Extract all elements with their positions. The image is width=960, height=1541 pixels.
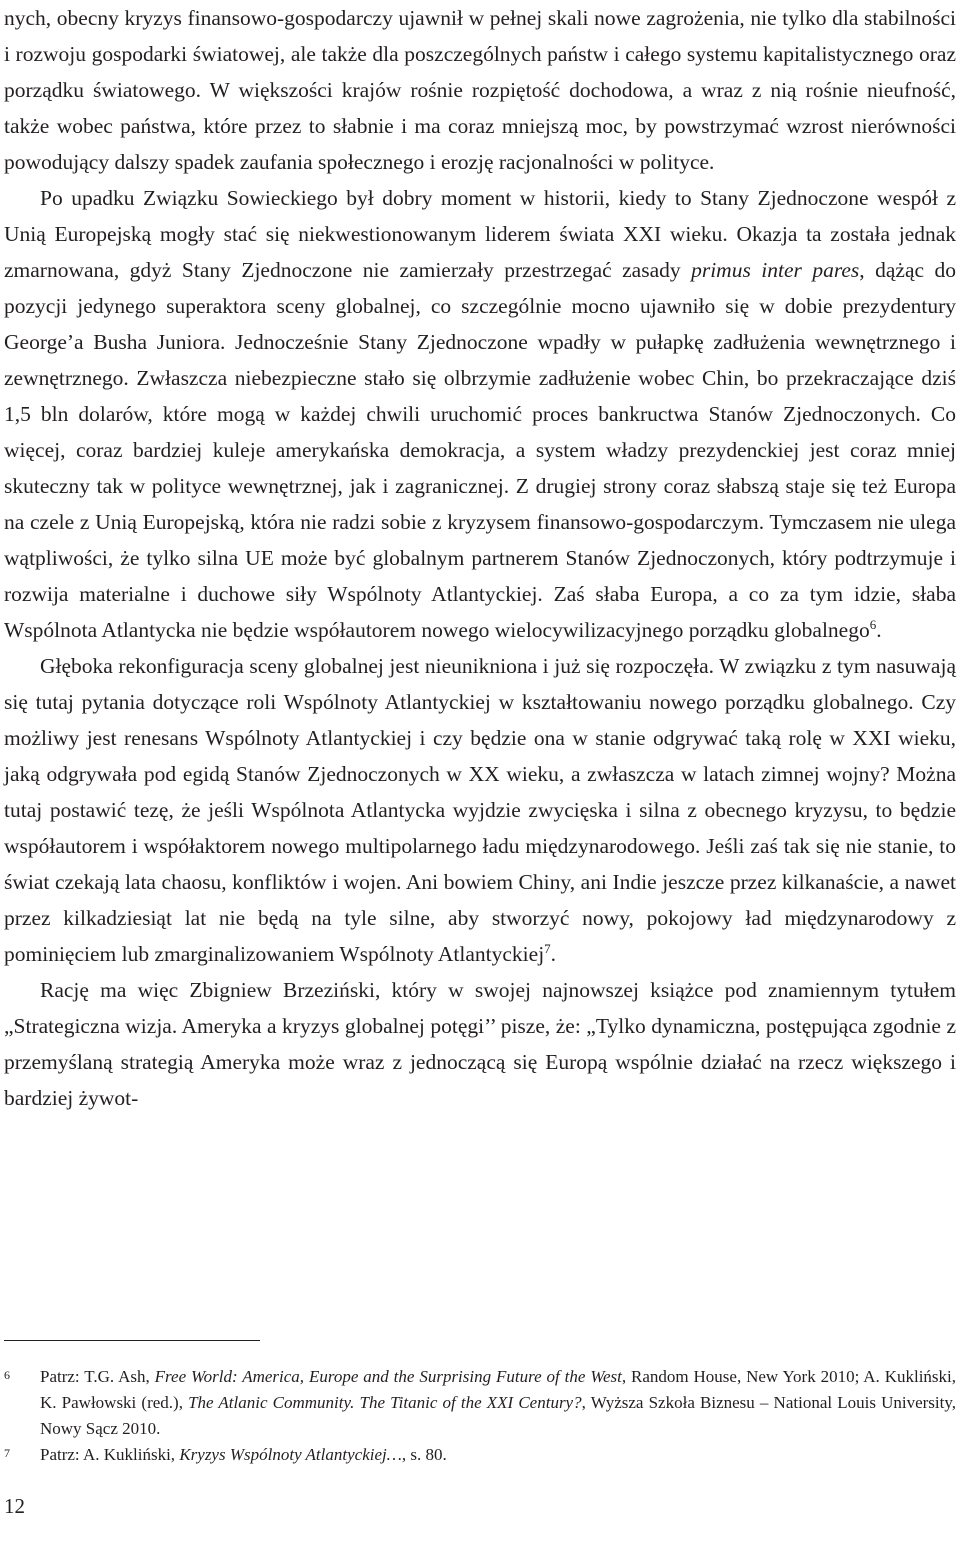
footnote-ref-6[interactable]: 6 [869,617,877,632]
paragraph-1-text: nych, obecny kryzys finansowo-gospodarczy ujawnił w pełnej skali nowe zagrożenia, nie tylko dla stabilności i rozwoju gospodarki światowej, ale także dla poszczególnych państw i całego systemu kapitalistycznego oraz porządku światowego. W większości krajów rośnie rozpiętość dochodowa, a wraz z nią rośnie nieufność, także wobec państwa, które przez to słabnie i ma coraz mniejszą moc, by powstrzymać wzrost nierówności powodujący dalszy spadek zaufania społecznego i erozję racjonalności w polityce. [4,6,956,174]
footnote-ref-7[interactable]: 7 [544,941,551,956]
paragraph-4-text: Rację ma więc Zbigniew Brzeziński, który w swojej najnowszej książce pod znamiennym tytułem „Strategiczna wizja. Ameryka a kryzys globalnej potęgi’’ pisze, że: „Tylko dynamiczna, postępująca zgodnie z przemyślaną strategią Ameryka może wraz z jednoczącą się Europą wspólnie działać na rzecz większego i bardziej żywot- [4,978,956,1110]
paragraph-3-end: . [550,942,557,966]
footnotes [4,1364,956,1468]
paragraph-3 [4,648,956,972]
footnote-6 [4,1364,956,1442]
footnote-separator [4,1340,260,1341]
main-text [4,0,956,1116]
footnote-number: 6 [4,1368,10,1382]
footnote-6-text-a: Patrz: T.G. Ash, [40,1367,155,1386]
page-number: 12 [4,1494,25,1518]
paragraph-4 [4,972,956,1116]
footnote-7-text-b: , s. 80. [401,1445,447,1464]
paragraph-3-text: Głęboka rekonfiguracja sceny globalnej jest nieunikniona i już się rozpoczęła. W związku z tym nasuwają się tutaj pytania dotyczące roli Wspólnoty Atlantyckiej w kształtowaniu nowego porządku globalnego. Czy możliwy jest renesans Wspólnoty Atlantyckiej i czy będzie ona w stanie odgrywać taką rolę w XXI wieku, jaką odgrywała pod egidą Stanów Zjednoczonych w XX wieku, a zwłaszcza w latach zimnej wojny? Można tutaj postawić tezę, że jeśli Wspólnota Atlantycka wyjdzie zwycięska i silna z obecnego kryzysu, to będzie współautorem i współaktorem nowego multipolarnego ładu międzynarodowego. Jeśli zaś tak się nie stanie, to świat czekają lata chaosu, konfliktów i wojen. Ani bowiem Chiny, ani Indie jeszcze przez kilkanaście, a nawet przez kilkadziesiąt lat nie będą na tyle silne, aby stworzyć nowy, pokojowy ład międzynarodowy z pominięciem lub zmarginalizowaniem Wspólnoty Atlantyckiej [4,654,956,966]
footnote-6-italic-b: The Atlanic Community. The Titanic of the XXI Century? [188,1393,582,1412]
footnote-6-text-b: , Random House, New York 2010; A. Kukliński, K. Pawłowski (red.), [40,1367,957,1412]
paragraph-2-end: . [876,618,882,642]
footnote-6-text-c: , Wyższa Szkoła Biznesu – National Louis University, Nowy Sącz 2010. [40,1393,957,1438]
footnote-6-italic-a: Free World: America, Europe and the Surprising Future of the West [154,1367,622,1386]
footnote-number: 7 [4,1446,10,1460]
paragraph-2-text-b: , dążąc do pozycji jedynego superaktora sceny globalnej, co szczególnie mocno ujawniło się w dobie prezydentury George’a Busha Juniora. Jednocześnie Stany Zjednoczone wpadły w pułapkę zadłużenia wewnętrznego i zewnętrznego. Zwłaszcza niebezpieczne stało się olbrzymie zadłużenie wobec Chin, bo przekraczające dziś 1,5 bln dolarów, które mogą w każdej chwili uruchomić proces bankructwa Stanów Zjednoczonych. Co więcej, coraz bardziej kuleje amerykańska demokracja, a system władzy prezydenckiej jest coraz mniej skuteczny tak w polityce wewnętrznej, jak i zagranicznej. Z drugiej strony coraz słabszą staje się też Europa na czele z Unią Europejską, która nie radzi sobie z kryzysem finansowo-gospodarczym. Tymczasem nie ulega wątpliwości, że tylko silna UE może być globalnym partnerem Stanów Zjednoczonych, który podtrzymuje i rozwija materialne i duchowe siły Wspólnoty Atlantyckiej. Zaś słaba Europa, a co za tym idzie, słaba Wspólnota Atlantycka nie będzie współautorem nowego wielocywilizacyjnego porządku globalnego [4,258,956,642]
paragraph-1 [4,0,956,180]
footnote-7 [4,1442,956,1468]
footnote-7-italic-a: Kryzys Wspólnoty Atlantyckiej… [179,1445,402,1464]
paragraph-2-text-a: Po upadku Związku Sowieckiego był dobry moment w historii, kiedy to Stany Zjednoczone wespół z Unią Europejską mogły stać się niekwestionowanym liderem świata XXI wieku. Okazja ta została jednak zmarnowana, gdyż Stany Zjednoczone nie zamierzały przestrzegać zasady [4,186,956,282]
paragraph-2-italic: primus inter pares [691,258,860,282]
footnote-7-text-a: Patrz: A. Kukliński, [40,1445,180,1464]
paragraph-2 [4,180,956,648]
